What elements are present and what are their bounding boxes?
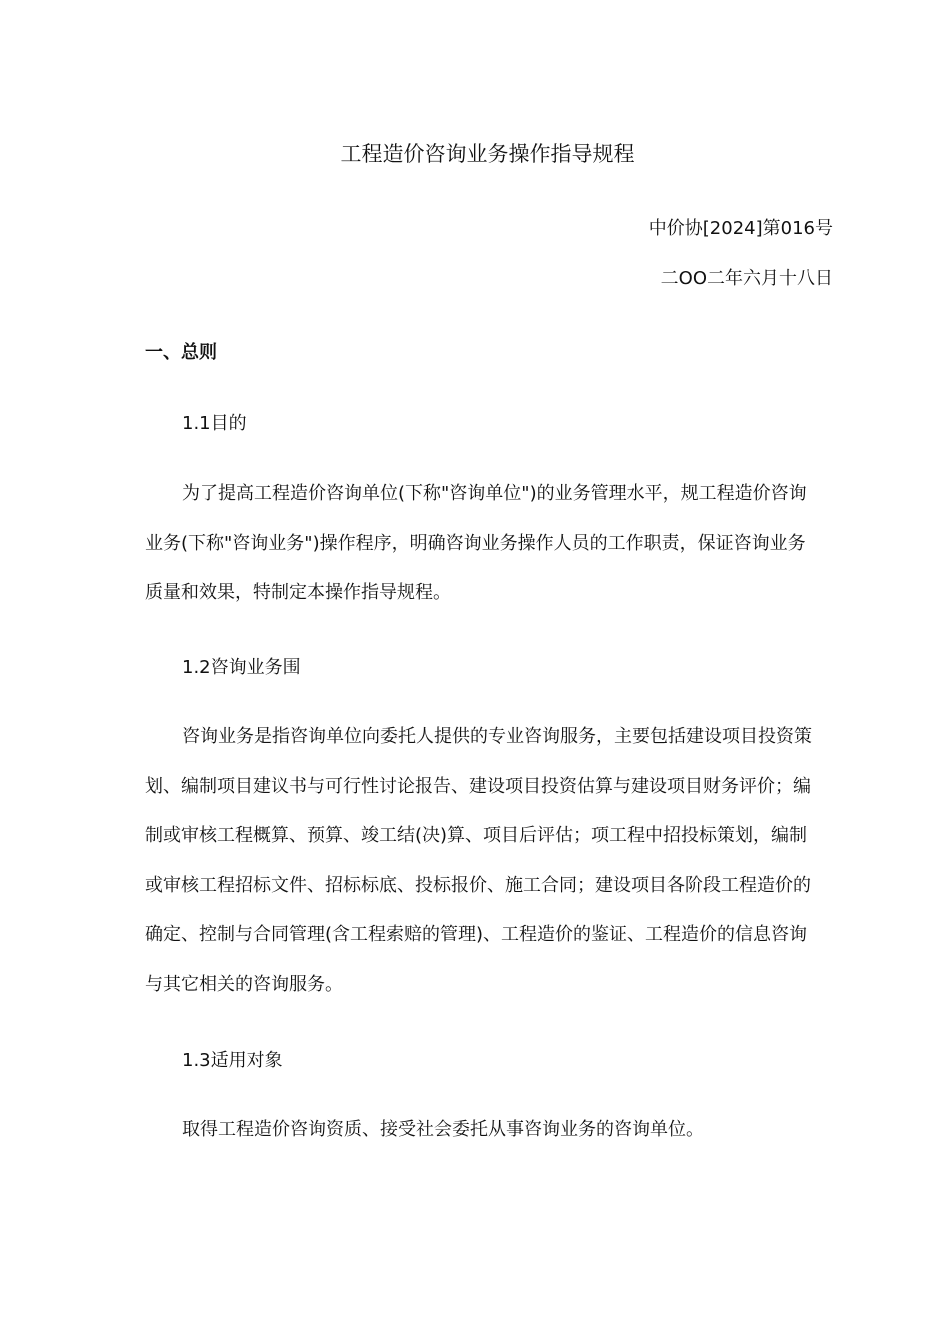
subsection-title-purpose: 1.1目的 <box>182 413 247 434</box>
subsection-title-applicable: 1.3适用对象 <box>182 1050 283 1071</box>
document-number: 中价协[2024]第016号 <box>648 218 833 239</box>
document-title: 工程造价咨询业务操作指导规程 <box>340 142 635 166</box>
paragraph-scope: 咨询业务是指咨询单位向委托人提供的专业咨询服务，主要包括建设项目投资策划、编制项目建议书与可行性讨论报告、建设项目投资估算与建设项目财务评价；编制或审核工程概算、预算、竣工结(决)算、项目后评估；项工程中招投标策划，编制或审核工程招标文件、招标标底、投标报价、施工合同；建设项目各阶段工程造价的确定、控制与合同管理(含工程索赔的管理)、工程造价的鉴证、工程造价的信息咨询与其它相关的咨询服务。 <box>145 726 812 995</box>
document-date: 二OO二年六月十八日 <box>660 268 833 289</box>
paragraph-purpose: 为了提高工程造价咨询单位(下称"咨询单位")的业务管理水平，规工程造价咨询业务(下称"咨询业务")操作程序，明确咨询业务操作人员的工作职责，保证咨询业务质量和效果，特制定本操作指导规程。 <box>145 483 807 603</box>
subsection-title-scope: 1.2咨询业务围 <box>182 657 301 678</box>
paragraph-applicable: 取得工程造价咨询资质、接受社会委托从事咨询业务的咨询单位。 <box>182 1119 704 1140</box>
section-heading: 一、总则 <box>145 342 217 363</box>
